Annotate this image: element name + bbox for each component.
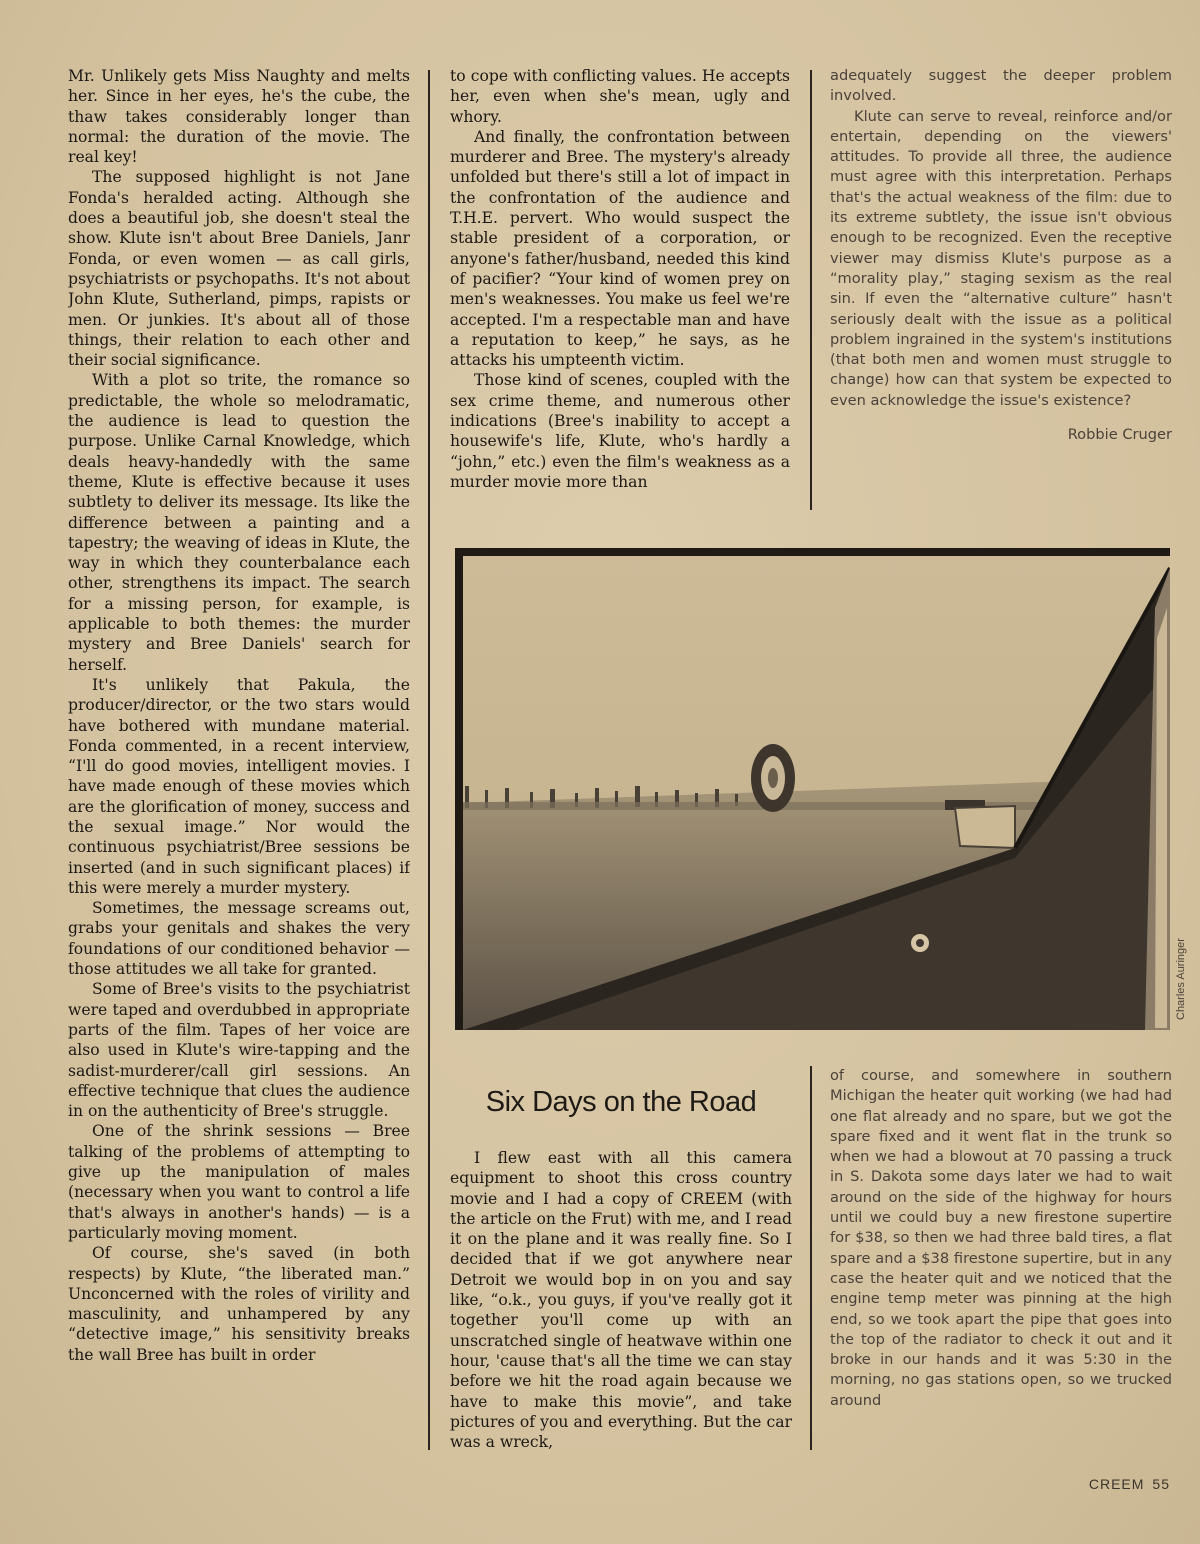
paragraph: It's unlikely that Pakula, the producer/director, or the two stars would have bothered with mundane material. Fonda commented, in a recent interview, “I'll do good movies, intelligent movies. I have made enough of these movies which are the glorification of money, success and the sexual image.” Nor would the continuous psychiatrist/Bree sessions be inserted (and in such significant places) if this were merely a murder mystery. bbox=[68, 675, 410, 897]
paragraph: Mr. Unlikely gets Miss Naughty and melts her. Since in her eyes, he's the cube, the thaw takes considerably longer than normal: the duration of the movie. The real key! bbox=[68, 67, 410, 167]
paragraph: I flew east with all this camera equipment to shoot this cross country movie and I had a copy of CREEM (with the article on the Frut) with me, and I read it on the plane and it was really fine. So I decided that if we got anywhere near Detroit we would bop in on you and say like, “o.k., you guys, if you've really got it together you'll come up with an unscratched single of heatwave within one hour, 'cause that's all the time we can stay before we hit the road again because we have to make this movie”, and take pictures of you and everything. But the car was a wreck, bbox=[450, 1149, 792, 1452]
review-column-1 bbox=[68, 66, 410, 1461]
paragraph: The supposed highlight is not Jane Fonda's heralded acting. Although she does a beautiful job, she doesn't steal the show. Klute isn't about Bree Daniels, Janr Fonda, or even women — as call girls, psychiatrists or psychopaths. It's not about John Klute, Sutherland, pimps, rapists or men. Or junkies. It's about all of those things, their relation to each other and their social significance. bbox=[68, 168, 410, 370]
paragraph: Those kind of scenes, coupled with the sex crime theme, and numerous other indications (Bree's inability to accept a housewife's life, Klute, who's hardly a “john,” etc.) even the film's weakness as a murder movie more than bbox=[450, 371, 790, 491]
magazine-name: CREEM bbox=[1088, 1476, 1145, 1492]
review-column-2 bbox=[450, 66, 790, 516]
paragraph: And finally, the confrontation between murderer and Bree. The mystery's already unfolded but there's still a lot of impact in the confrontation of the audience and T.H.E. pervert. Who would suspect the stable president of a corporation, or anyone's father/husband, needed this kind of pacifier? “Your kind of women prey on men's weaknesses. You make us feel we're accepted. I'm a respectable man and have a reputation to keep,” he says, as he attacks his umpteenth victim. bbox=[450, 127, 790, 370]
page-number: 55 bbox=[1152, 1476, 1170, 1492]
column-rule bbox=[810, 1066, 812, 1450]
author-signature: Robbie Cruger bbox=[1067, 426, 1172, 444]
paragraph: Klute can serve to reveal, reinforce and/or entertain, depending on the viewers' attitudes. To provide all three, the audience must agree with this interpretation. Perhaps that's the actual weakness of the film: due to its extreme subtlety, the issue isn't obvious enough to be recognized. Even the receptive viewer may dismiss Klute's purpose as a “morality play,” staging sexism as the real sin. If even the “alternative culture” hasn't seriously dealt with the issue as a political problem ingrained in the system's institutions (that both men and women must struggle to change) how can that system be expected to even acknowledge the issue's existence? bbox=[830, 107, 1172, 409]
article-column-1 bbox=[450, 1148, 792, 1458]
photo-credit: Charles Auringer bbox=[1175, 938, 1187, 1020]
paragraph: Some of Bree's visits to the psychiatrist were taped and overdubbed in appropriate parts of the film. Tapes of her voice are also used in Klute's wire-tapping and the sadist-murderer/call girl sessions. An effective technique that clues the audience in on the authenticity of Bree's struggle. bbox=[68, 980, 410, 1121]
paragraph: One of the shrink sessions — Bree talking of the problems of attempting to give up the manipulation of males (necessary when you want to control a life that's always in another's hands) — is a particularly moving moment. bbox=[68, 1122, 410, 1242]
road-photo bbox=[455, 548, 1170, 1030]
column-rule bbox=[428, 70, 430, 1450]
paragraph: Sometimes, the message screams out, grabs your genitals and shakes the very foundations of our conditioned behavior — those attitudes we all take for granted. bbox=[68, 899, 410, 979]
article-column-2 bbox=[830, 1066, 1172, 1461]
paragraph: to cope with conflicting values. He accepts her, even when she's mean, ugly and whory. bbox=[450, 67, 790, 126]
column-rule bbox=[810, 70, 812, 510]
paragraph: Of course, she's saved (in both respects) by Klute, “the liberated man.” Unconcerned with the roles of virility and masculinity, and unhampered by any “detective image,” his sensitivity breaks the wall Bree has built in order bbox=[68, 1244, 410, 1364]
paragraph: of course, and somewhere in southern Michigan the heater quit working (we had had one flat already and no spare, but we got the spare fixed and it went flat in the trunk so when we had a blowout at 70 passing a truck in S. Dakota some days later we had to wait around on the side of the highway for hours until we could buy a new firestone supertire for $38, so then we had three bald tires, a flat spare and a $38 firestone supertire, but in any case the heater quit and we noticed that the engine temp meter was pinning at the high end, so we took apart the pipe that goes into the top of the radiator to check it out and it broke in our hands and it was 5:30 in the morning, no gas stations open, so we trucked around bbox=[830, 1067, 1172, 1409]
review-column-3 bbox=[830, 66, 1172, 496]
paragraph: adequately suggest the deeper problem involved. bbox=[830, 67, 1172, 105]
page-folio bbox=[1081, 1476, 1170, 1492]
paragraph: With a plot so trite, the romance so predictable, the whole so melodramatic, the audience is lead to question the purpose. Unlike Carnal Knowledge, which deals heavy-handedly with the same theme, Klute is effective because it uses subtlety to deliver its message. Its like the difference between a painting and a tapestry; the weaving of ideas in Klute, the way in which they counterbalance each other, strengthens its impact. The search for a missing person, for example, is applicable to both themes: the murder mystery and Bree Daniels' search for herself. bbox=[68, 371, 410, 674]
article-headline: Six Days on the Road bbox=[485, 1086, 757, 1118]
